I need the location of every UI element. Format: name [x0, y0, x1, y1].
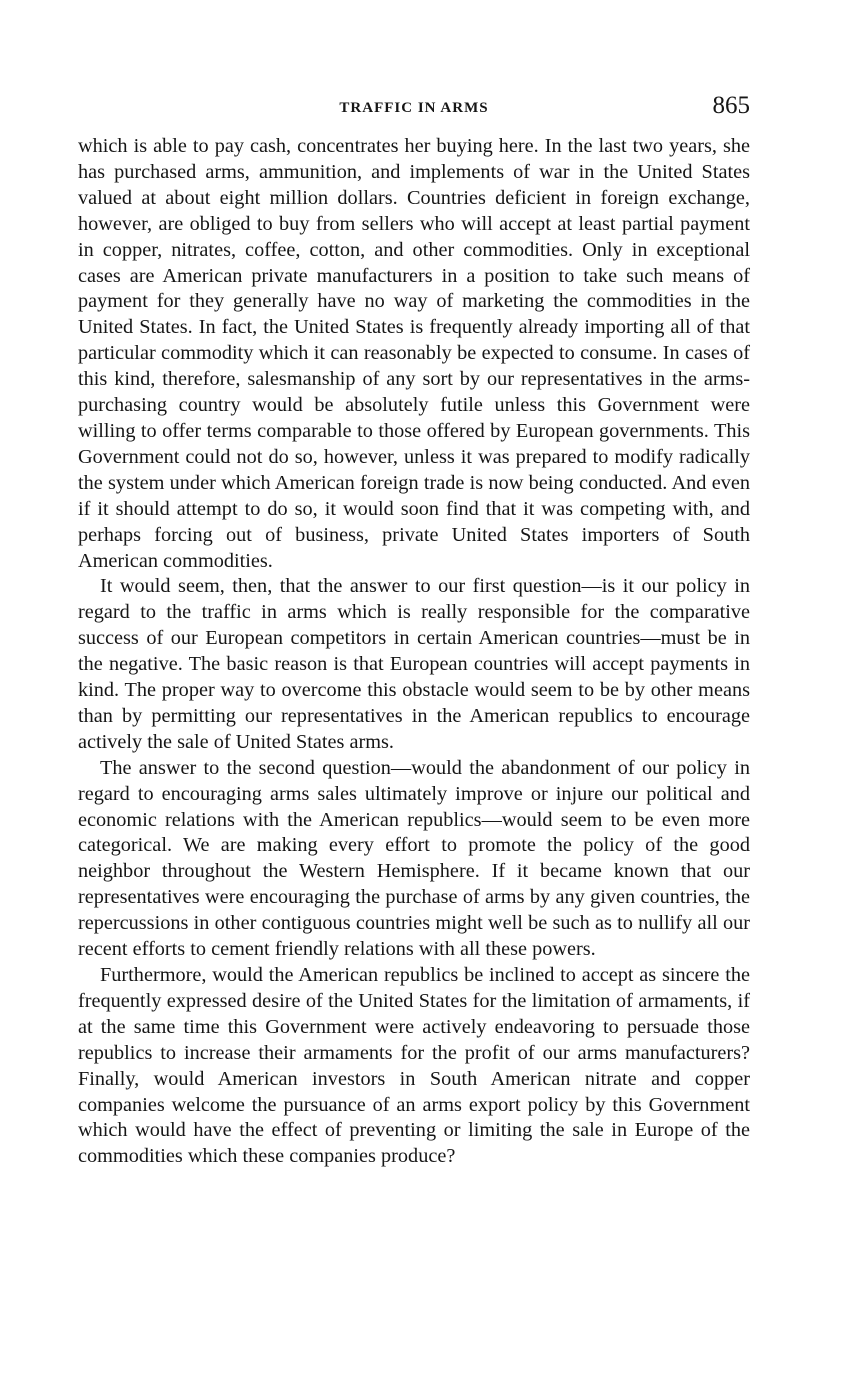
document-page — [78, 92, 750, 1170]
paragraph: It would seem, then, that the answer to our first question—is it our policy in regard to the traffic in arms which is really responsible for the comparative success of our European competitors in certain American countries—must be in the negative. The basic reason is that European countries will accept payments in kind. The proper way to overcome this obstacle would seem to be by other means than by permitting our representatives in the American republics to encourage actively the sale of United States arms. — [78, 575, 750, 753]
running-header — [78, 92, 750, 128]
running-title: TRAFFIC IN ARMS — [339, 100, 489, 116]
page-number: 865 — [712, 92, 750, 119]
paragraph: The answer to the second question—would the abandonment of our policy in regard to encouraging arms sales ultimately improve or injure our political and economic relations with the American republics—would seem to be even more categorical. We are making every effort to promote the policy of the good neighbor throughout the Western Hemisphere. If it became known that our representatives were encouraging the purchase of arms by any given countries, the repercussions in other contiguous countries might well be such as to nullify all our recent efforts to cement friendly relations with all these powers. — [78, 756, 750, 961]
paragraph: Furthermore, would the American republics be inclined to accept as sincere the frequently expressed desire of the United States for the limitation of armaments, if at the same time this Government were actively endeavoring to persuade those republics to increase their armaments for the profit of our arms manufacturers? Finally, would American investors in South American nitrate and copper companies welcome the pursuance of an arms export policy by this Government which would have the effect of preventing or limiting the sale in Europe of the commodities which these companies produce? — [78, 964, 750, 1168]
paragraph-continued: which is able to pay cash, concentrates her buying here. In the last two years, she has purchased arms, ammunition, and implements of war in the United States valued at about eight million dollars. Countries deficient in foreign exchange, however, are obliged to buy from sellers who will accept at least partial payment in copper, nitrates, coffee, cotton, and other commodities. Only in exceptional cases are American private manufacturers in a position to take such means of payment for they generally have no way of marketing the commodities in the United States. In fact, the United States is frequently already importing all of that particular commodity which it can reasonably be expected to consume. In cases of this kind, therefore, salesmanship of any sort by our representatives in the arms-purchasing country would be absolutely futile unless this Government were willing to offer terms comparable to those offered by European governments. This Government could not do so, however, unless it was prepared to modify radically the system under which American foreign trade is now being conducted. And even if it should attempt to do so, it would soon find that it was competing with, and perhaps forcing out of business, private United States importers of South American commodities. — [78, 135, 750, 572]
body-text — [78, 134, 750, 1170]
